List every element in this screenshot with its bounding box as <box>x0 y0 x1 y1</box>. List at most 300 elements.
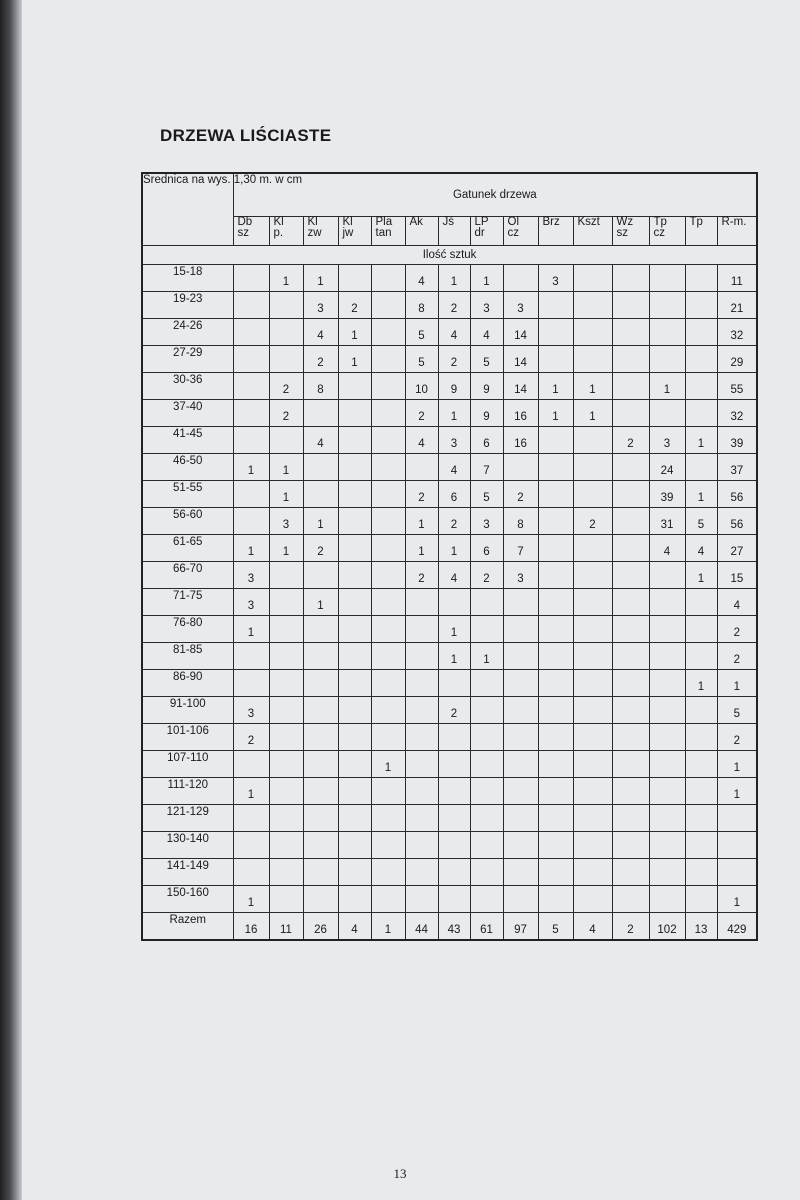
table-cell <box>649 265 685 292</box>
table-cell <box>573 265 612 292</box>
table-cell <box>612 670 649 697</box>
table-cell <box>649 292 685 319</box>
table-cell: 4 <box>573 913 612 941</box>
table-cell <box>303 778 338 805</box>
table-cell: 1 <box>717 751 757 778</box>
table-cell: 3 <box>649 427 685 454</box>
table-cell <box>573 589 612 616</box>
table-cell <box>573 643 612 670</box>
table-cell <box>233 670 269 697</box>
table-cell: 1 <box>538 400 573 427</box>
table-cell <box>685 859 717 886</box>
table-cell <box>470 832 503 859</box>
table-cell: 5 <box>685 508 717 535</box>
table-cell <box>538 481 573 508</box>
table-cell <box>338 670 371 697</box>
table-cell <box>612 508 649 535</box>
table-cell: 1 <box>717 778 757 805</box>
table-cell: 27 <box>717 535 757 562</box>
table-cell <box>338 724 371 751</box>
table-body <box>142 265 757 941</box>
diameter-range: 121-129 <box>142 805 233 832</box>
table-cell: 4 <box>303 319 338 346</box>
diameter-range: 141-149 <box>142 859 233 886</box>
table-cell <box>405 886 438 913</box>
table-cell <box>233 265 269 292</box>
table-cell <box>717 832 757 859</box>
table-cell: 39 <box>717 427 757 454</box>
table-cell <box>405 751 438 778</box>
table-cell <box>438 751 470 778</box>
table-cell: 1 <box>233 454 269 481</box>
table-row <box>142 589 757 616</box>
table-cell <box>573 292 612 319</box>
table-row <box>142 454 757 481</box>
table-cell: 2 <box>438 508 470 535</box>
table-cell <box>649 589 685 616</box>
table-cell <box>612 373 649 400</box>
table-cell <box>371 319 405 346</box>
column-header <box>303 217 338 246</box>
diameter-range: 91-100 <box>142 697 233 724</box>
table-cell: 2 <box>405 562 438 589</box>
column-header-line1: Ak <box>409 216 423 228</box>
table-cell <box>269 778 303 805</box>
table-cell <box>503 589 538 616</box>
table-cell <box>612 562 649 589</box>
column-header <box>405 217 438 246</box>
table-cell <box>612 535 649 562</box>
table-cell: 1 <box>303 265 338 292</box>
table-cell <box>470 805 503 832</box>
table-cell <box>503 454 538 481</box>
table-cell: 8 <box>303 373 338 400</box>
table-cell <box>717 805 757 832</box>
table-cell <box>649 319 685 346</box>
table-cell <box>233 859 269 886</box>
table-cell: 3 <box>470 292 503 319</box>
table-cell: 97 <box>503 913 538 941</box>
book-spine-shadow <box>0 0 22 1200</box>
table-cell <box>649 886 685 913</box>
table-cell <box>612 292 649 319</box>
table-cell <box>338 373 371 400</box>
table-row <box>142 292 757 319</box>
table-cell <box>303 751 338 778</box>
table-cell <box>269 886 303 913</box>
table-cell <box>470 670 503 697</box>
table-cell <box>470 778 503 805</box>
table-row <box>142 535 757 562</box>
table-cell: 1 <box>303 589 338 616</box>
table-cell <box>685 778 717 805</box>
table-cell <box>685 832 717 859</box>
diameter-range: 130-140 <box>142 832 233 859</box>
table-row <box>142 616 757 643</box>
table-cell: 13 <box>685 913 717 941</box>
table-cell <box>371 535 405 562</box>
table-row <box>142 859 757 886</box>
table-cell: 1 <box>438 265 470 292</box>
table-cell: 11 <box>717 265 757 292</box>
table-cell <box>538 697 573 724</box>
table-cell: 3 <box>233 589 269 616</box>
table-cell <box>649 859 685 886</box>
table-cell: 2 <box>269 400 303 427</box>
table-cell <box>338 265 371 292</box>
table-cell <box>538 832 573 859</box>
table-cell: 5 <box>470 481 503 508</box>
table-cell <box>438 670 470 697</box>
table-row <box>142 697 757 724</box>
table-cell: 1 <box>649 373 685 400</box>
table-cell <box>233 292 269 319</box>
table-cell: 2 <box>338 292 371 319</box>
diameter-range: 41-45 <box>142 427 233 454</box>
table-cell <box>612 589 649 616</box>
table-cell <box>405 805 438 832</box>
table-cell: 11 <box>269 913 303 941</box>
table-cell: 3 <box>269 508 303 535</box>
table-cell <box>538 724 573 751</box>
table-cell <box>649 346 685 373</box>
table-cell: 1 <box>405 508 438 535</box>
diameter-range: 81-85 <box>142 643 233 670</box>
table-cell <box>405 724 438 751</box>
table-cell <box>685 751 717 778</box>
table-cell: 1 <box>470 643 503 670</box>
table-cell <box>573 724 612 751</box>
table-cell <box>612 778 649 805</box>
table-cell: 2 <box>612 913 649 941</box>
table-cell: 24 <box>649 454 685 481</box>
table-cell <box>573 778 612 805</box>
column-header-line2: tan <box>375 227 392 239</box>
column-header-line2: p. <box>273 227 284 239</box>
table-cell <box>612 346 649 373</box>
table-cell <box>233 481 269 508</box>
table-cell: 5 <box>405 346 438 373</box>
table-cell: 1 <box>438 400 470 427</box>
table-cell: 14 <box>503 319 538 346</box>
table-cell <box>573 751 612 778</box>
table-cell: 8 <box>405 292 438 319</box>
table-cell: 1 <box>717 670 757 697</box>
column-header <box>717 217 757 246</box>
table-cell: 9 <box>470 373 503 400</box>
table-cell <box>538 670 573 697</box>
table-cell <box>573 427 612 454</box>
column-header-row <box>142 217 757 246</box>
column-header <box>371 217 405 246</box>
table-cell: 4 <box>338 913 371 941</box>
table-cell <box>438 778 470 805</box>
table-cell <box>573 454 612 481</box>
table-cell <box>269 589 303 616</box>
table-cell: 1 <box>269 265 303 292</box>
table-cell <box>503 778 538 805</box>
table-cell: 55 <box>717 373 757 400</box>
table-row <box>142 670 757 697</box>
table-cell <box>371 508 405 535</box>
table-cell <box>338 562 371 589</box>
table-cell <box>371 562 405 589</box>
table-cell: 56 <box>717 481 757 508</box>
table-row <box>142 400 757 427</box>
table-cell <box>685 292 717 319</box>
header-row-top <box>142 173 757 217</box>
page-title: DRZEWA LIŚCIASTE <box>160 126 332 145</box>
table-cell <box>371 427 405 454</box>
table-cell <box>649 778 685 805</box>
table-cell <box>538 751 573 778</box>
table-row <box>142 886 757 913</box>
table-cell <box>371 778 405 805</box>
table-cell <box>612 319 649 346</box>
column-header <box>503 217 538 246</box>
table-cell <box>371 724 405 751</box>
table-cell: 14 <box>503 373 538 400</box>
diameter-range: 37-40 <box>142 400 233 427</box>
table-cell <box>233 805 269 832</box>
table-cell: 7 <box>503 535 538 562</box>
table-cell <box>573 859 612 886</box>
table-cell: 4 <box>438 319 470 346</box>
table-cell <box>538 589 573 616</box>
table-cell: 2 <box>503 481 538 508</box>
table-cell: 5 <box>405 319 438 346</box>
table-cell: 16 <box>233 913 269 941</box>
table-cell: 1 <box>338 319 371 346</box>
table-cell: 1 <box>233 535 269 562</box>
diameter-range: 107-110 <box>142 751 233 778</box>
table-cell: 1 <box>470 265 503 292</box>
table-cell: 4 <box>470 319 503 346</box>
table-cell: 2 <box>573 508 612 535</box>
table-cell: 5 <box>717 697 757 724</box>
table-cell: 6 <box>470 535 503 562</box>
diameter-range: 51-55 <box>142 481 233 508</box>
diameter-range: 56-60 <box>142 508 233 535</box>
table-cell: 9 <box>470 400 503 427</box>
column-header-line1: R-m. <box>721 216 747 228</box>
table-cell <box>371 373 405 400</box>
column-header-line1: Ol <box>507 216 519 228</box>
column-header-line2: cz <box>653 227 665 239</box>
table-cell <box>303 670 338 697</box>
table-cell <box>405 859 438 886</box>
column-header <box>649 217 685 246</box>
table-cell: 9 <box>438 373 470 400</box>
table-cell <box>371 670 405 697</box>
table-cell: 6 <box>438 481 470 508</box>
table-cell <box>303 832 338 859</box>
table-cell: 2 <box>438 346 470 373</box>
table-cell <box>405 697 438 724</box>
column-header-line1: LP <box>474 216 489 228</box>
table-cell <box>405 454 438 481</box>
table-cell <box>233 319 269 346</box>
table-row <box>142 508 757 535</box>
tree-count-table <box>141 172 758 941</box>
table-cell: 102 <box>649 913 685 941</box>
diameter-range: 101-106 <box>142 724 233 751</box>
table-cell <box>685 454 717 481</box>
table-cell <box>269 832 303 859</box>
table-cell: 1 <box>717 886 757 913</box>
species-header: Gatunek drzewa <box>233 173 757 217</box>
table-cell: 15 <box>717 562 757 589</box>
column-header <box>612 217 649 246</box>
column-header <box>338 217 371 246</box>
table-cell <box>503 832 538 859</box>
table-cell <box>371 616 405 643</box>
table-cell <box>503 859 538 886</box>
table-cell <box>685 400 717 427</box>
table-cell <box>717 859 757 886</box>
table-cell: 3 <box>503 562 538 589</box>
column-header <box>538 217 573 246</box>
table-cell <box>573 562 612 589</box>
table-cell <box>269 346 303 373</box>
table-cell <box>303 805 338 832</box>
table-cell: 429 <box>717 913 757 941</box>
table-cell: 37 <box>717 454 757 481</box>
table-cell: 39 <box>649 481 685 508</box>
table-cell <box>649 562 685 589</box>
table-cell <box>371 346 405 373</box>
column-header-line1: Wz <box>616 216 634 228</box>
table-cell: 1 <box>371 751 405 778</box>
column-header-line2: sz <box>237 227 249 239</box>
diameter-range: 150-160 <box>142 886 233 913</box>
diameter-range: 71-75 <box>142 589 233 616</box>
table-cell: 7 <box>470 454 503 481</box>
table-cell <box>538 805 573 832</box>
table-cell <box>269 724 303 751</box>
table-cell <box>649 400 685 427</box>
diameter-range: 76-80 <box>142 616 233 643</box>
table-cell: 4 <box>303 427 338 454</box>
table-cell: 1 <box>685 670 717 697</box>
table-cell: 56 <box>717 508 757 535</box>
table-cell <box>338 643 371 670</box>
table-cell: 44 <box>405 913 438 941</box>
table-cell: 1 <box>438 535 470 562</box>
table-cell: 3 <box>438 427 470 454</box>
page-number: 13 <box>393 1166 407 1181</box>
table-cell: 1 <box>269 454 303 481</box>
column-header-line1: Tp <box>653 216 667 228</box>
count-header-row <box>142 246 757 265</box>
table-cell: 1 <box>233 778 269 805</box>
table-cell <box>438 805 470 832</box>
column-header-line2: jw <box>342 227 354 239</box>
table-cell <box>503 751 538 778</box>
table-cell <box>371 886 405 913</box>
table-cell <box>233 427 269 454</box>
table-cell: 14 <box>503 346 538 373</box>
table-cell <box>503 616 538 643</box>
table-cell <box>371 400 405 427</box>
total-row <box>142 913 757 941</box>
table-cell <box>338 697 371 724</box>
column-header-line1: Kszt <box>577 216 600 228</box>
table-cell <box>303 616 338 643</box>
table-cell <box>338 427 371 454</box>
table-cell <box>269 427 303 454</box>
table-cell <box>503 265 538 292</box>
table-cell <box>573 805 612 832</box>
table-cell <box>438 832 470 859</box>
table-cell <box>649 643 685 670</box>
table-cell <box>649 670 685 697</box>
table-cell <box>438 886 470 913</box>
column-header-line1: Db <box>237 216 253 228</box>
table-cell: 8 <box>503 508 538 535</box>
table-cell <box>269 616 303 643</box>
table-cell <box>538 778 573 805</box>
table-cell <box>438 724 470 751</box>
table-cell <box>269 697 303 724</box>
table-cell <box>538 292 573 319</box>
table-cell: 2 <box>438 697 470 724</box>
diameter-range: 111-120 <box>142 778 233 805</box>
table-cell <box>503 724 538 751</box>
table-cell: 2 <box>405 481 438 508</box>
table-cell <box>338 616 371 643</box>
table-cell: 5 <box>538 913 573 941</box>
column-header-line2: cz <box>507 227 519 239</box>
column-header <box>438 217 470 246</box>
table-cell: 1 <box>269 481 303 508</box>
table-cell <box>503 697 538 724</box>
diameter-range: 46-50 <box>142 454 233 481</box>
column-header <box>685 217 717 246</box>
table-cell <box>538 535 573 562</box>
table-cell: 1 <box>438 643 470 670</box>
table-cell <box>338 832 371 859</box>
diameter-range: 19-23 <box>142 292 233 319</box>
table-row <box>142 427 757 454</box>
table-cell <box>371 454 405 481</box>
table-cell <box>685 886 717 913</box>
table-cell <box>612 886 649 913</box>
table-cell <box>685 805 717 832</box>
table-cell <box>303 886 338 913</box>
diameter-header: Średnica na wys. 1,30 m. w cm <box>142 173 233 246</box>
table-cell: 2 <box>269 373 303 400</box>
table-cell: 29 <box>717 346 757 373</box>
table-cell <box>503 670 538 697</box>
table-cell <box>612 265 649 292</box>
table-cell: 2 <box>717 616 757 643</box>
table-cell <box>405 670 438 697</box>
table-cell: 4 <box>717 589 757 616</box>
table-cell <box>685 373 717 400</box>
table-cell <box>438 589 470 616</box>
table-cell: 4 <box>438 454 470 481</box>
column-header-line1: Kl <box>307 216 318 228</box>
table-cell <box>503 643 538 670</box>
column-header-line1: Jś <box>442 216 454 228</box>
table-cell <box>538 454 573 481</box>
table-cell: 1 <box>233 886 269 913</box>
table-cell <box>685 616 717 643</box>
table-cell <box>233 832 269 859</box>
table-cell <box>685 265 717 292</box>
table-cell: 3 <box>470 508 503 535</box>
